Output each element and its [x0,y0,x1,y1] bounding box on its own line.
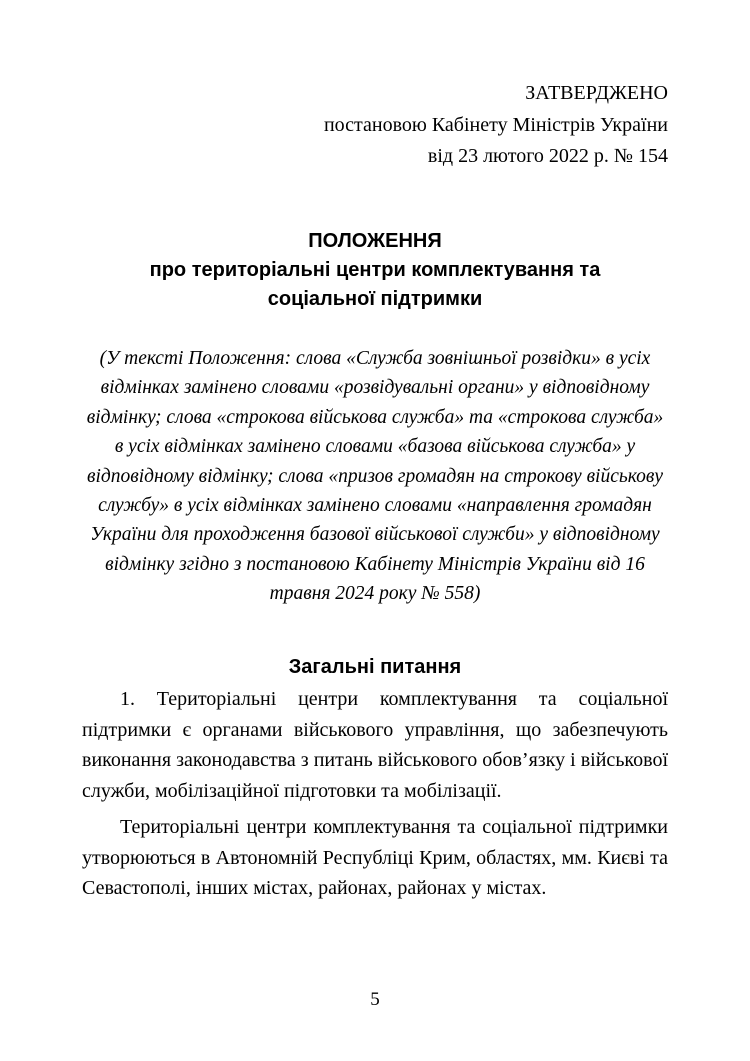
approval-heading: ЗАТВЕРДЖЕНО [525,82,668,104]
amendment-note: (У тексті Положення: слова «Служба зовнішньої розвідки» в усіх відмінках замінено словами «розвідувальні органи» у відповідному відмінку; слова «строкова військова служба» та «строкова служба» в усіх відмінках замінено словами «базова військова служба» у відповідному відмінку; слова «призов громадян на строкову військову службу» в усіх відмінках замінено словами «направлення громадян України для проходження базової військової служби» у відповідному відмінку згідно з постановою Кабінету Міністрів України від 16 травня 2024 року № 558) [86,348,664,605]
paragraph-1: 1. Територіальні центри комплектування та соціальної підтримки є органами військового управління, що забезпечують виконання законодавства з питань військового обов’язку і військової служби, мобілізаційної підготовки та мобілізації. [82,688,668,802]
document-title [82,227,668,314]
page-number: 5 [370,989,380,1010]
approval-authority: постановою Кабінету Міністрів України [323,113,668,136]
approval-date: від 23 лютого 2022 р. № 154 [427,145,668,167]
section-heading: Загальні питання [288,656,462,678]
approval-stamp [248,78,668,173]
title-main: ПОЛОЖЕННЯ [308,230,442,252]
title-subtitle-line-2: соціальної підтримки [267,288,483,310]
title-subtitle-line-1: про територіальні центри комплектування та [149,259,601,281]
section-body [82,684,668,910]
paragraph-2: Територіальні центри комплектування та соціальної підтримки утворюються в Автономній Республіці Крим, областях, мм. Києві та Севастополі, інших містах, районах, районах у містах. [82,816,668,899]
